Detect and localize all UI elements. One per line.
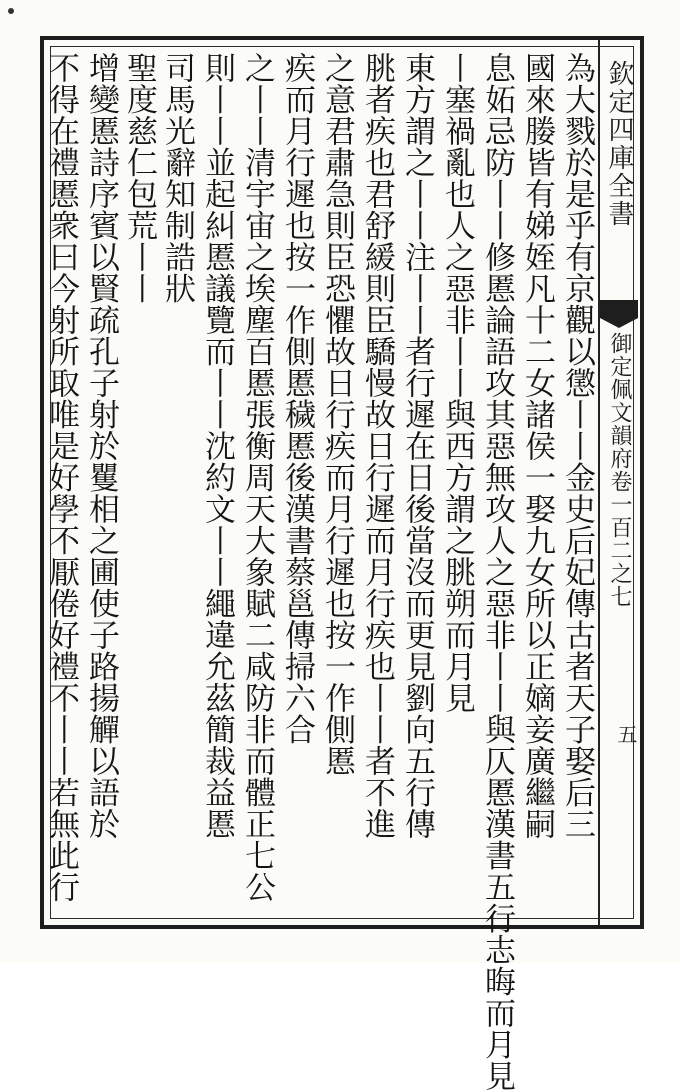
ink-dot [8,8,14,14]
text-column: 為大戮於是乎有京觀以懲丨丨金史后妃傳古者天子娶后三 [559,52,595,840]
text-column: 聖度慈仁包荒丨丨 [121,52,157,304]
text-column: 丨塞禍亂也人之惡非丨丨與西方謂之朓朔而月見 [439,52,475,714]
text-column: 之丨丨清宇宙之埃塵百慝張衡周天大象賦二咸防非而體正七公 [239,52,275,903]
text-column [52,52,62,914]
text-column: 息妬忌防丨丨修慝論語攻其惡無攻人之惡非丨丨與仄慝漢書五行志晦而月見 [479,52,515,1092]
text-column: 國來媵皆有娣姪凡十二女諸侯一娶九女所以正嫡妾廣繼嗣 [519,52,555,840]
text-column: 疾而月行遲也按一作側慝穢慝後漢書蔡邕傳掃六合 [279,52,315,745]
chapter-label: 御定佩文韻府卷一百二之七 [607,332,632,608]
text-column: 不得在禮慝衆曰今射所取唯是好學不厭倦好禮不丨丨若無此行 [43,52,79,903]
fish-tail-mark [600,300,638,318]
text-column: 增變慝詩序賓以賢疏孔子射於矍相之圃使子路揚觶以語於 [83,52,119,840]
text-column: 東方謂之丨丨注丨丨者行遲在日後當沒而更見劉向五行傳 [399,52,435,840]
text-column: 之意君肅急則臣恐懼故日行疾而月行遲也按一作側慝 [319,52,355,777]
text-column: 朓者疾也君舒緩則臣驕慢故日行遲而月行疾也丨丨者不進 [359,52,395,840]
page-number: 五 [614,724,638,744]
text-column: 則丨丨並起糾慝議覽而丨丨沈約文丨丨繩違允茲簡裁益慝 [199,52,235,840]
text-column: 司馬光辭知制誥狀 [159,52,195,304]
book-title: 欽定四庫全書 [604,60,634,228]
